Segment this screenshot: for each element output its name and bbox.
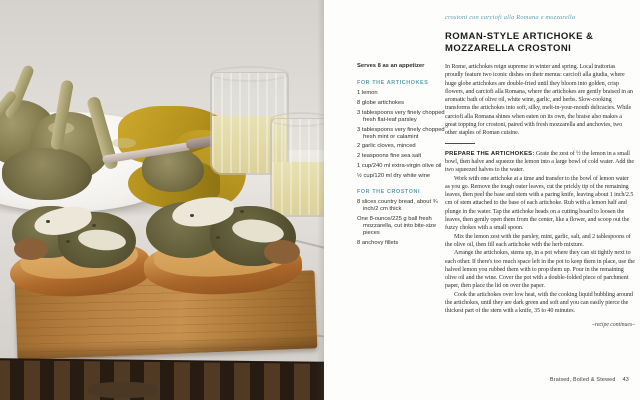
ingredient-item: 1 lemon xyxy=(357,90,378,96)
ingredient-item: 3 tablespoons very finely chopped fresh mint or calamint xyxy=(357,126,445,140)
ingredient-item: 3 tablespoons very finely chopped fresh flat-leaf parsley xyxy=(357,109,445,123)
artichoke-highlight xyxy=(112,138,136,148)
recipe-continues-note: –recipe continues– xyxy=(592,321,635,328)
ingredient-item: 8 globe artichokes xyxy=(357,99,405,106)
page-footer xyxy=(550,377,629,383)
herb-speck xyxy=(190,214,194,217)
ingredients-list-crostoni xyxy=(357,199,445,246)
serves-note: Serves 8 as an appetizer xyxy=(357,63,425,69)
recipe-title-line2: MOZZARELLA CROSTONI xyxy=(445,42,572,54)
herb-speck xyxy=(240,210,244,213)
ingredient-item: 8 anchovy fillets xyxy=(357,239,399,246)
ingredients-heading-artichokes: FOR THE ARTICHOKES xyxy=(357,80,429,86)
chapter-title: Braised, Boiled & Stewed xyxy=(549,377,616,383)
page-number: 43 xyxy=(622,377,629,383)
method-paragraph-4: Arrange the artichokes, stems up, in a pot where they can sit tightly next to each other. If there's too much space left in the pot to keep them in place, use the halved lemon you rubbed them with to prop them up. Pour in the remaining olive oil and the wine. Cover the pot with a double-folded piece of parchment paper, then place the lid on over the paper. xyxy=(445,250,635,290)
herb-speck xyxy=(46,220,50,223)
recipe-title-line1: ROMAN-STYLE ARTICHOKE & xyxy=(445,31,594,42)
method-step-text: Grate the zest of ½ the lemon in a small bowl, then halve and squeeze the lemon into a large bowl of cold water. Add the two squeezed halves to the water. xyxy=(445,150,635,174)
section-divider xyxy=(445,143,475,144)
method-paragraph-5: Cook the artichokes over low heat, with the cooking liquid bubbling around the artichokes, until they are dark green and soft and you can easily pierce the thickest part of the stem with a knife, 35 to 40 minutes. xyxy=(445,291,633,315)
ingredients-heading-crostoni: FOR THE CROSTONI xyxy=(357,189,421,196)
dark-wood-table xyxy=(0,358,324,400)
method-paragraph-2: Work with one artichoke at a time and transfer to the bowl of lemon water as you go. Remove the tough outer leaves, cut the prickly tip of the remaining leaves, then peel the base and stem with a paring knife, leaving about 1 inch/2.5 cm of stem attached to the base of each artichoke. Rub with a lemon half and plunge in the water. Tap the artichoke heads on a cutting board to loosen the leaves, then gently open them from the center, like a flower, and scoop out the fuzzy chokes with a small spoon. xyxy=(445,175,634,232)
ingredient-item: 2 teaspoons fine sea salt xyxy=(357,153,422,160)
herb-speck xyxy=(66,240,70,243)
recipe-body xyxy=(445,63,635,329)
method-step-lead: PREPARE THE ARTICHOKES: xyxy=(445,150,535,157)
ingredients-sidebar xyxy=(357,80,445,250)
braised-artichoke xyxy=(2,148,92,200)
method-paragraph-1 xyxy=(445,150,635,175)
crostino-right xyxy=(136,196,308,302)
ingredient-item: 1 cup/240 ml extra-virgin olive oil xyxy=(357,163,442,170)
recipe-italian-name: crostoni con carciofi alla Romana e mozzarella xyxy=(445,14,576,21)
recipe-title xyxy=(445,31,625,54)
method-paragraph-3: Mix the lemon zest with the parsley, mint, garlic, salt, and 2 tablespoons of the olive oil, then fill each artichoke with the herb mixture. xyxy=(445,233,631,248)
bread-crumb-piece xyxy=(88,382,158,398)
ingredient-item: One 8-ounce/225 g ball fresh mozzarella, cut into bite-size pieces xyxy=(357,215,437,236)
braised-leaf xyxy=(14,238,48,260)
ingredient-item: 2 garlic cloves, minced xyxy=(357,143,416,150)
herb-speck xyxy=(216,236,220,239)
ingredients-list-artichokes xyxy=(357,90,445,180)
recipe-page xyxy=(324,0,640,400)
ingredient-item: 8 slices country bread, about ¾ inch/2 cm thick xyxy=(357,199,438,212)
ingredient-item: ½ cup/120 ml dry white wine xyxy=(357,173,431,180)
herb-speck xyxy=(92,224,96,227)
braised-leaf xyxy=(264,240,300,264)
wood-streaks xyxy=(0,360,324,400)
intro-paragraph: In Rome, artichokes reign supreme in winter and spring. Local trattorias proudly feature two iconic dishes on their menus: carciofi alla giudia, where huge globe artichokes are double-fried until they bloom into golden, crisp flowers, and carciofi alla Romana, where the artichokes are gently braised in an aromatic bath of olive oil, white wine, garlic, and herbs. Slow-cooking transforms the artichokes into soft, silky, melt-in-your-mouth delicacies. While carciofi alla Romana shines when eaten on its own, the braise also makes a great topping for crostoni, paired with fresh mozzarella and anchovies, two other staples of Roman cuisine. xyxy=(445,64,633,137)
